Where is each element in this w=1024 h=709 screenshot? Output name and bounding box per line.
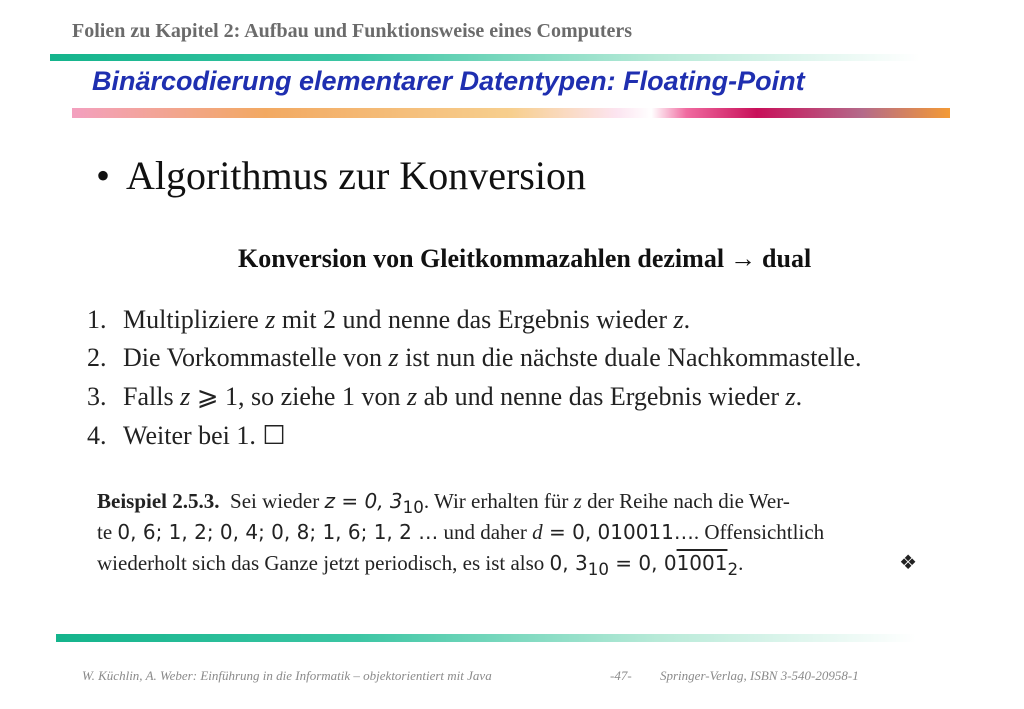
- bullet-dot-icon: •: [96, 153, 111, 198]
- right-arrow-icon: →: [730, 244, 757, 273]
- qed-box-icon: ☐: [262, 421, 286, 450]
- bullet-text: Algorithmus zur Konversion: [126, 153, 586, 198]
- step-number: 4.: [87, 421, 107, 450]
- math-expression: [324, 489, 424, 517]
- math-subscript: 10: [587, 560, 609, 579]
- math-result: [549, 551, 739, 579]
- step-text: mit 2 und nenne das Ergebnis wieder: [275, 305, 674, 334]
- algorithm-step-1: [87, 305, 690, 335]
- math-value: z = 0, 3: [324, 489, 403, 513]
- variable-d: d: [532, 520, 543, 544]
- course-header: Folien zu Kapitel 2: Aufbau und Funktionsweise eines Computers: [72, 20, 633, 42]
- step-number: 2.: [87, 343, 107, 372]
- math-sequence: 0, 6; 1, 2; 0, 4; 0, 8; 1, 6; 1, 2 …: [117, 520, 439, 544]
- top-divider: [50, 54, 920, 61]
- example-text: . Wir erhalten für: [423, 489, 574, 513]
- math-subscript: 2: [727, 560, 739, 579]
- step-text: .: [795, 382, 803, 411]
- math-value: = 0, 0: [608, 551, 677, 575]
- variable-z: z: [673, 305, 684, 334]
- step-text: Die Vorkommastelle von: [123, 343, 389, 372]
- slide-title: Binärcodierung elementarer Datentypen: Floating-Point: [92, 66, 805, 96]
- step-text: .: [683, 305, 691, 334]
- footer-authors: W. Küchlin, A. Weber: Einführung in die Informatik – objektorientiert mit Java: [82, 668, 492, 683]
- step-text: Multipliziere: [123, 305, 266, 334]
- variable-z: z: [180, 382, 191, 411]
- end-of-example-icon: ❖: [899, 552, 917, 574]
- example-block: [97, 486, 917, 579]
- step-text: ist nun die nächste duale Nachkommastelle.: [398, 343, 862, 372]
- example-line-3: [97, 548, 917, 579]
- algorithm-step-3: [87, 382, 802, 412]
- algorithm-title-right: dual: [762, 244, 812, 273]
- math-value: = 0, 010011…: [542, 520, 694, 544]
- example-line-2: [97, 517, 917, 548]
- example-text: .: [738, 551, 744, 575]
- example-label: Beispiel 2.5.3.: [97, 489, 220, 513]
- algorithm-title: [238, 244, 811, 274]
- math-subscript: 10: [402, 498, 424, 517]
- title-divider: [72, 108, 950, 118]
- variable-z: z: [573, 489, 582, 513]
- step-text: Falls: [123, 382, 181, 411]
- step-text: ⩾ 1, so ziehe 1 von: [190, 382, 407, 411]
- step-text: Weiter bei 1.: [123, 421, 263, 450]
- step-text: ab und nenne das Ergebnis wieder: [417, 382, 786, 411]
- example-text: der Reihe nach die Wer-: [581, 489, 790, 513]
- footer-publisher: Springer-Verlag, ISBN 3-540-20958-1: [660, 668, 859, 683]
- variable-z: z: [265, 305, 276, 334]
- variable-z: z: [785, 382, 796, 411]
- example-line-1: [97, 486, 917, 517]
- variable-z: z: [406, 382, 418, 411]
- example-text: wiederholt sich das Ganze jetzt periodisch, es ist also: [97, 551, 550, 575]
- variable-z: z: [388, 343, 399, 372]
- math-periodic-digits: 1001: [676, 551, 728, 575]
- algorithm-title-left: Konversion von Gleitkommazahlen dezimal: [238, 244, 725, 273]
- example-text: und daher: [438, 520, 533, 544]
- bottom-divider: [56, 634, 916, 642]
- step-number: 1.: [87, 305, 107, 334]
- example-text: . Offensichtlich: [693, 520, 825, 544]
- bullet-point: [96, 152, 586, 199]
- math-value: 0, 3: [549, 551, 588, 575]
- algorithm-step-2: [87, 343, 861, 373]
- example-text: te: [97, 520, 118, 544]
- footer-page-number: -47-: [610, 668, 632, 683]
- algorithm-step-4: [87, 421, 286, 451]
- step-number: 3.: [87, 382, 107, 411]
- example-text: Sei wieder: [230, 489, 325, 513]
